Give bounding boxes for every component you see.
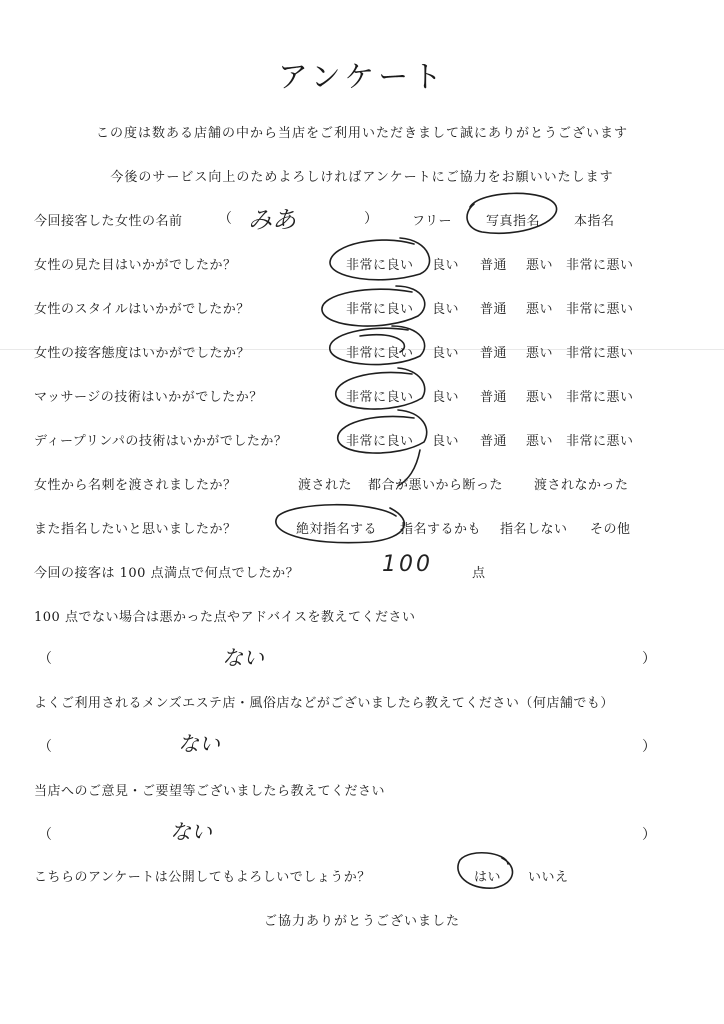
card-question: 女性から名刺を渡されましたか？ [34,478,237,493]
closing-text: ご協力ありがとうございました [263,914,460,929]
advice-answer[interactable]: ない [222,646,264,670]
other-shops-answer[interactable]: ない [178,732,220,756]
rating-question-1: 女性の見た目はいかがでしたか？ [34,258,237,273]
rating-3-option-bad[interactable]: 悪い [526,346,554,361]
rating-2-option-good[interactable]: 良い [432,302,460,317]
publish-question: こちらのアンケートは公開してもよろしいでしょうか？ [34,870,371,885]
other-shops-open-paren: （ [38,739,52,755]
rating-5-option-very-good[interactable]: 非常に良い [346,434,414,449]
rating-2-option-very-bad[interactable]: 非常に悪い [566,302,634,317]
rating-2-option-bad[interactable]: 悪い [526,302,554,317]
repeat-question: また指名したいと思いましたか？ [34,522,237,537]
feedback-answer[interactable]: ない [170,820,212,844]
card-option-received[interactable]: 渡された [298,478,353,493]
name-question: 今回接客した女性の名前 [34,214,183,229]
feedback-open-paren: （ [38,827,52,843]
rating-question-3: 女性の接客態度はいかがでしたか？ [34,346,251,361]
rating-4-option-average[interactable]: 普通 [480,390,508,405]
name-open-paren: （ [218,211,232,227]
rating-5-option-average[interactable]: 普通 [480,434,508,449]
rating-1-option-very-bad[interactable]: 非常に悪い [566,258,634,273]
intro-line-1: この度は数ある店舗の中から当店をご利用いただきまして誠にありがとうございます [95,126,628,141]
rating-1-option-good[interactable]: 良い [432,258,460,273]
other-shops-question: よくご利用されるメンズエステ店・風俗店などがございましたら教えてください（何店舗でも） [34,696,614,711]
rating-4-option-good[interactable]: 良い [432,390,460,405]
advice-open-paren: （ [38,651,52,667]
rating-3-option-very-good[interactable]: 非常に良い [346,346,414,361]
other-shops-close-paren: ） [642,739,656,755]
rating-3-option-average[interactable]: 普通 [480,346,508,361]
publish-option-yes[interactable]: はい [474,870,502,885]
page-title: アンケート [277,60,447,95]
rating-1-option-very-good[interactable]: 非常に良い [346,258,414,273]
rating-5-option-good[interactable]: 良い [432,434,460,449]
rating-4-option-bad[interactable]: 悪い [526,390,554,405]
option-free[interactable]: フリー [412,214,452,229]
rating-2-option-very-good[interactable]: 非常に良い [346,302,414,317]
name-answer[interactable]: みあ [248,206,296,234]
advice-question: 100 点でない場合は悪かった点やアドバイスを教えてください [34,610,416,625]
card-option-declined[interactable]: 都合が悪いから断った [368,478,504,493]
rating-2-option-average[interactable]: 普通 [480,302,508,317]
rating-5-option-very-bad[interactable]: 非常に悪い [566,434,634,449]
option-photo-nomination[interactable]: 写真指名 [486,214,541,229]
name-close-paren: ） [364,211,378,227]
rating-1-option-average[interactable]: 普通 [480,258,508,273]
repeat-option-other[interactable]: その他 [590,522,631,537]
rating-4-option-very-good[interactable]: 非常に良い [346,390,414,405]
advice-close-paren: ） [642,651,656,667]
rating-3-option-very-bad[interactable]: 非常に悪い [566,346,634,361]
rating-3-option-good[interactable]: 良い [432,346,460,361]
option-main-nomination[interactable]: 本指名 [574,214,615,229]
rating-question-5: ディープリンパの技術はいかがでしたか？ [34,434,288,449]
repeat-option-maybe[interactable]: 指名するかも [400,522,482,537]
rating-question-2: 女性のスタイルはいかがでしたか？ [34,302,250,317]
score-answer[interactable]: 100 [382,552,433,577]
feedback-question: 当店へのご意見・ご要望等ございましたら教えてください [34,784,386,799]
rating-1-option-bad[interactable]: 悪い [526,258,554,273]
rating-question-4: マッサージの技術はいかがでしたか？ [34,390,263,405]
publish-option-no[interactable]: いいえ [528,870,569,885]
rating-5-option-bad[interactable]: 悪い [526,434,554,449]
feedback-close-paren: ） [642,827,656,843]
score-unit: 点 [472,566,486,581]
repeat-option-definitely[interactable]: 絶対指名する [296,522,378,537]
rating-4-option-very-bad[interactable]: 非常に悪い [566,390,634,405]
repeat-option-no[interactable]: 指名しない [500,522,568,537]
intro-line-2: 今後のサービス向上のためよろしければアンケートにご協力をお願いいたします [110,170,614,185]
score-question: 今回の接客は 100 点満点で何点でしたか？ [34,566,300,581]
card-option-not-received[interactable]: 渡されなかった [534,478,629,493]
